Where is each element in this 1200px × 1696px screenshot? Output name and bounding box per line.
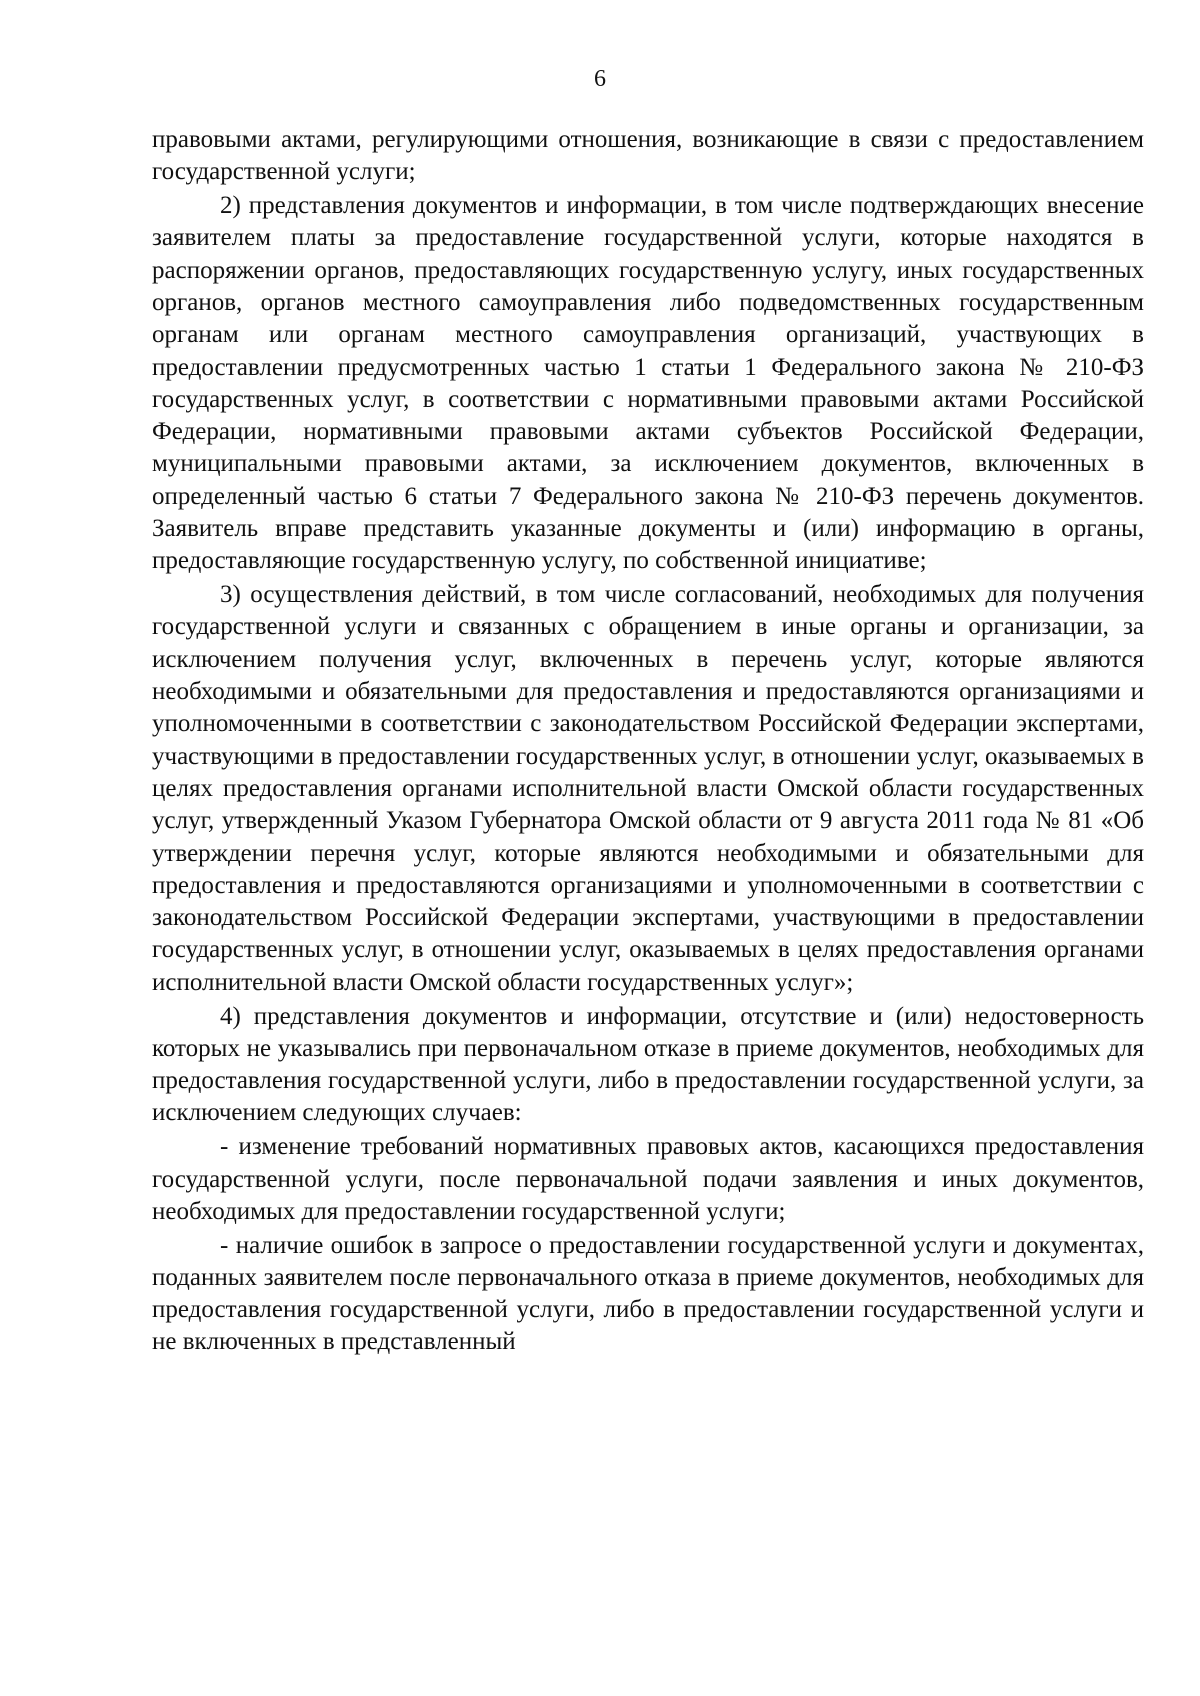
paragraph-item-4: 4) представления документов и информации, отсутствие и (или) недостоверность которых не указывались при первоначальном отказе в приеме документов, необходимых для предоставления государственной услуги, либо в предоставлении государственной услуги, за исключением следующих случаев: [152, 1002, 1144, 1127]
page-number: 6 [594, 66, 606, 92]
paragraph-item-2: 2) представления документов и информации, в том числе подтверждающих внесение заявителем платы за предоставление государственной услуги, которые находятся в распоряжении органов, предоставляющих государственную услугу, иных государственных органов, органов местного самоуправления либо подведомственных государственным органам или органам местного самоуправления организаций, участвующих в предоставлении предусмотренных частью 1 статьи 1 Федерального закона № 210-ФЗ государственных услуг, в соответствии с нормативными правовыми актами Российской Федерации, нормативными правовыми актами субъектов Российской Федерации, муниципальными правовыми актами, за исключением документов, включенных в определенный частью 6 статьи 7 Федерального закона № 210-ФЗ перечень документов. Заявитель вправе представить указанные документы и (или) информацию в органы, предоставляющие государственную услугу, по собственной инициативе; [152, 192, 1144, 575]
paragraph-exception-1: - изменение требований нормативных правовых актов, касающихся предоставления государственной услуги, после первоначальной подачи заявления и иных документов, необходимых для предоставлении государственной услуги; [152, 1133, 1144, 1225]
paragraph-continuation: правовыми актами, регулирующими отношения, возникающие в связи с предоставлением государственной услуги; [152, 126, 1144, 186]
document-body [152, 124, 1144, 1359]
paragraph-exception-2: - наличие ошибок в запросе о предоставлении государственной услуги и документах, поданных заявителем после первоначального отказа в приеме документов, необходимых для предоставления государственной услуги, либо в предоставлении государственной услуги и не включенных в представленный [152, 1231, 1144, 1356]
paragraph-item-3: 3) осуществления действий, в том числе согласований, необходимых для получения государственной услуги и связанных с обращением в иные органы и организации, за исключением получения услуг, включенных в перечень услуг, которые являются необходимыми и обязательными для предоставления и предоставляются организациями и уполномоченными в соответствии с законодательством Российской Федерации экспертами, участвующими в предоставлении государственных услуг, в отношении услуг, оказываемых в целях предоставления органами исполнительной власти Омской области государственных услуг, утвержденный Указом Губернатора Омской области от 9 августа 2011 года № 81 «Об утверждении перечня услуг, которые являются необходимыми и обязательными для предоставления и предоставляются организациями и уполномоченными в соответствии с законодательством Российской Федерации экспертами, участвующими в предоставлении государственных услуг, в отношении услуг, оказываемых в целях предоставления органами исполнительной власти Омской области государственных услуг»; [152, 581, 1144, 996]
